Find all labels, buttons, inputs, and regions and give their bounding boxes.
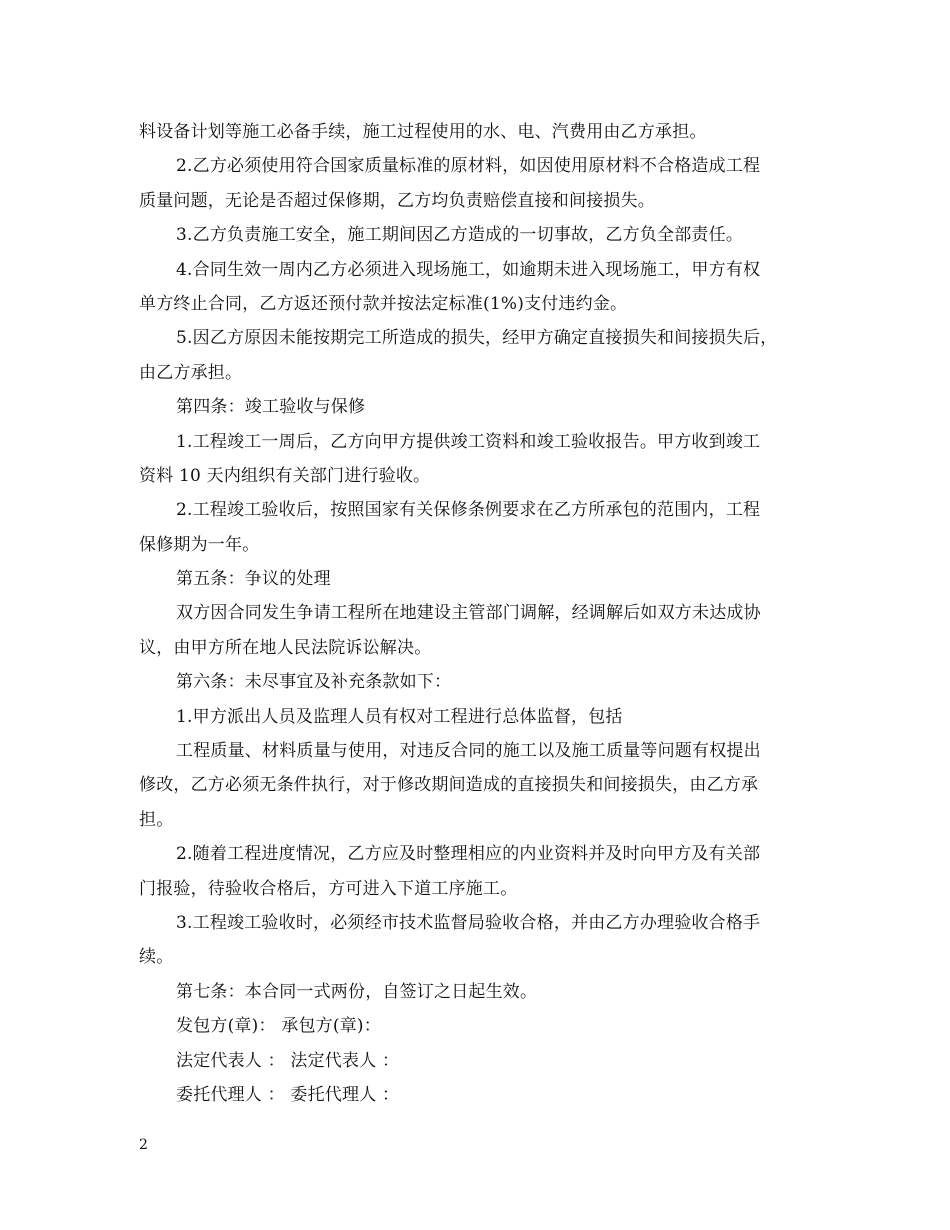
text-line: 由乙方承担。 [139,362,243,383]
signature-line: 委托代理人 ： 委托代理人 ： [176,1084,400,1105]
text-line: 修改，乙方必须无条件执行，对于修改期间造成的直接损失和间接损失，由乙方承 [139,775,759,796]
text-line: 1.工程竣工一周后，乙方向甲方提供竣工资料和竣工验收报告。甲方收到竣工 [176,431,761,452]
text-line: 3.工程竣工验收时，必须经市技术监督局验收合格，并由乙方办理验收合格手 [176,912,761,933]
text-line: 门报验，待验收合格后，方可进入下道工序施工。 [139,878,518,899]
text-line: 议，由甲方所在地人民法院诉讼解决。 [139,637,432,658]
text-line: 2.乙方必须使用符合国家质量标准的原材料，如因使用原材料不合格造成工程 [176,156,761,177]
text-line: 2.工程竣工验收后，按照国家有关保修条例要求在乙方所承包的范围内，工程 [176,500,761,521]
text-line: 单方终止合同，乙方返还预付款并按法定标准(1%)支付违约金。 [139,293,628,314]
text-line: 续。 [139,947,174,968]
section-heading: 第五条：争议的处理 [176,569,331,590]
text-line: 双方因合同发生争请工程所在地建设主管部门调解，经调解后如双方未达成协 [176,603,761,624]
text-line: 料设备计划等施工必备手续，施工过程使用的水、电、汽费用由乙方承担。 [139,122,707,142]
signature-line: 发包方(章)： 承包方(章)： [176,1016,381,1037]
section-heading: 第六条：未尽事宜及补充条款如下： [176,672,452,693]
text-line: 质量问题，无论是否超过保修期，乙方均负责赔偿直接和间接损失。 [139,190,655,211]
text-line: 工程质量、材料质量与使用，对违反合同的施工以及施工质量等问题有权提出 [176,741,761,762]
text-line: 2.随着工程进度情况，乙方应及时整理相应的内业资料并及时向甲方及有关部 [176,844,761,865]
text-line: 1.甲方派出人员及监理人员有权对工程进行总体监督，包括 [176,706,623,727]
document-body [139,115,819,1112]
text-line: 保修期为一年。 [139,534,260,555]
text-line: 3.乙方负责施工安全，施工期间因乙方造成的一切事故，乙方负全部责任。 [176,225,744,246]
signature-line: 法定代表人 ： 法定代表人 ： [176,1050,400,1071]
section-heading: 第七条：本合同一式两份，自签订之日起生效。 [176,981,538,1002]
text-line: 担。 [139,809,174,830]
text-line: 4.合同生效一周内乙方必须进入现场施工，如逾期未进入现场施工，甲方有权 [176,259,761,280]
section-heading: 第四条：竣工验收与保修 [176,397,366,418]
page-number: 2 [139,1137,148,1153]
text-line: 资料 10 天内组织有关部门进行验收。 [139,465,431,486]
text-line: 5.因乙方原因未能按期完工所造成的损失，经甲方确定直接损失和间接损失后， [176,328,778,349]
